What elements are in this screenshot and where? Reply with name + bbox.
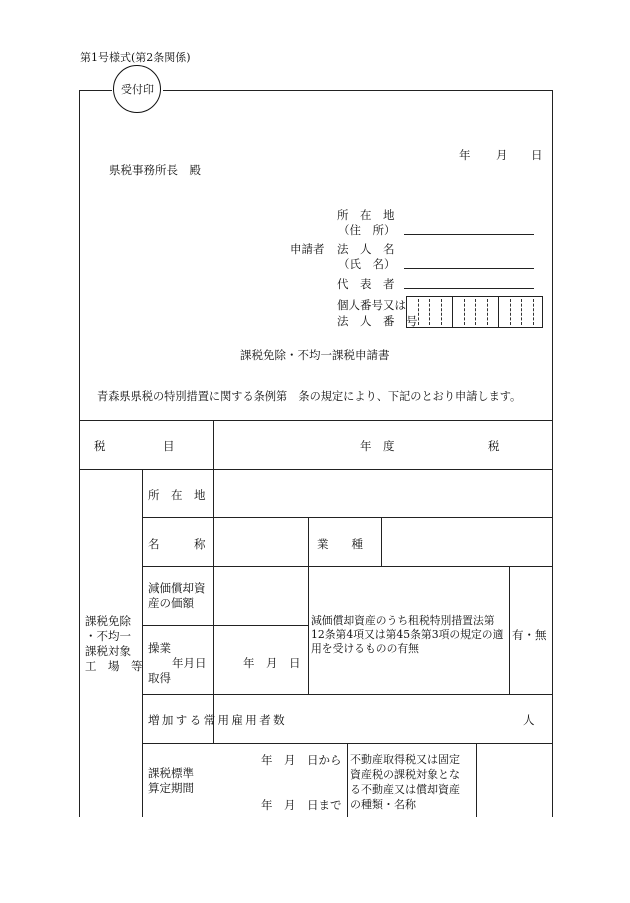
number-digit-divider	[464, 299, 465, 325]
table-line-v-property	[476, 743, 477, 817]
exemption-target-line: 工 場 等	[85, 659, 143, 673]
form-number: 第1号様式(第2条関係)	[80, 51, 191, 64]
special-measures-line: 用を受けるものの有無	[311, 642, 419, 655]
special-measures-line: 減価償却資産のうち租税特別措置法第	[311, 614, 495, 627]
applicant-address-label: （住 所）	[338, 223, 396, 237]
asset-value-line: 産の価額	[148, 596, 194, 610]
table-line-v-yes-no	[509, 566, 510, 694]
frame-top-right	[163, 90, 553, 91]
employees-increase-label: 増加する常用雇用者数	[148, 713, 287, 727]
tax-label: 税	[488, 439, 500, 453]
asset-value-label	[148, 581, 206, 611]
table-line-h4	[142, 566, 553, 567]
number-digit-divider	[521, 299, 522, 325]
operation-label-2: 年月日	[172, 656, 207, 670]
exemption-target-line: ・不均一	[85, 629, 131, 643]
applicant-location-label: 所 在 地	[337, 208, 395, 222]
number-digit-divider	[533, 299, 534, 325]
date-day: 日	[531, 148, 543, 162]
personal-number-label-2: 法 人 番 号	[337, 314, 418, 328]
special-measures-line: 12条第4項又は第45条第3項の規定の適	[311, 628, 504, 641]
operation-label-1: 操業	[148, 641, 171, 655]
period-from[interactable]: 年 月 日から	[261, 753, 342, 767]
fiscal-year-label: 年 度	[360, 439, 395, 453]
table-line-h3	[142, 517, 553, 518]
frame-left	[79, 90, 80, 817]
table-line-h1	[79, 420, 553, 421]
industry-label: 業 種	[317, 537, 363, 551]
applicant-label: 申請者	[290, 242, 325, 256]
number-box-divider	[498, 297, 499, 327]
exemption-target-line: 課税対象	[85, 644, 131, 658]
operation-label-3: 取得	[148, 671, 171, 685]
standard-period-line: 課税標準	[148, 766, 194, 780]
tax-item-label: 税 目	[94, 439, 175, 453]
applicant-name-line	[404, 268, 534, 269]
asset-value-line: 減価償却資	[148, 581, 206, 595]
special-measures-question	[311, 614, 503, 656]
number-digit-divider	[441, 299, 442, 325]
table-line-v-tax-item	[213, 420, 214, 743]
standard-period-line: 算定期間	[148, 781, 194, 795]
exemption-target-line: 課税免除	[85, 614, 131, 628]
frame-right	[552, 90, 553, 817]
table-line-h5	[142, 625, 308, 626]
date-month: 月	[496, 148, 508, 162]
form-title: 課税免除・不均一課税申請書	[240, 348, 390, 362]
property-type-line: る不動産又は償却資産	[350, 783, 460, 796]
addressee: 県税事務所長 殿	[109, 163, 201, 177]
number-digit-divider	[418, 299, 419, 325]
property-type-label	[350, 752, 460, 812]
intro-statement: 青森県県税の特別措置に関する条例第 条の規定により、下記のとおり申請します。	[97, 390, 522, 403]
number-digit-divider	[510, 299, 511, 325]
number-digit-divider	[487, 299, 488, 325]
standard-period-label	[148, 766, 194, 796]
reception-stamp-label: 受付印	[121, 83, 154, 96]
applicant-representative-line	[404, 288, 534, 289]
personal-number-label-1: 個人番号又は	[337, 298, 406, 312]
applicant-representative-label: 代 表 者	[337, 277, 395, 291]
frame-top-left	[79, 90, 112, 91]
date-year: 年	[459, 148, 471, 162]
applicant-address-line	[404, 234, 534, 235]
number-digit-divider	[429, 299, 430, 325]
property-type-line: 不動産取得税又は固定	[350, 753, 460, 766]
property-type-line: の種類・名称	[350, 798, 416, 811]
number-digit-divider	[475, 299, 476, 325]
employees-unit: 人	[523, 713, 535, 727]
factory-location-value[interactable]	[215, 470, 551, 516]
table-line-v-industry	[308, 517, 309, 694]
factory-location-label: 所 在 地	[148, 488, 206, 502]
property-type-line: 資産税の課税対象とな	[350, 768, 460, 781]
applicant-corp-name-label: 法 人 名	[337, 242, 395, 256]
table-line-v-period	[347, 743, 348, 817]
factory-name-label: 名 称	[148, 537, 206, 551]
personal-number-boxes[interactable]	[406, 296, 543, 328]
period-to[interactable]: 年 月 日まで	[261, 798, 342, 812]
applicant-name-label: （氏 名）	[338, 257, 396, 271]
number-box-divider	[452, 297, 453, 327]
table-line-h6	[142, 694, 553, 695]
table-line-v-industry-value	[381, 517, 382, 566]
operation-date-value[interactable]: 年 月 日	[243, 656, 301, 670]
exemption-target-label	[85, 614, 143, 674]
yes-no-choice[interactable]: 有・無	[512, 628, 547, 642]
